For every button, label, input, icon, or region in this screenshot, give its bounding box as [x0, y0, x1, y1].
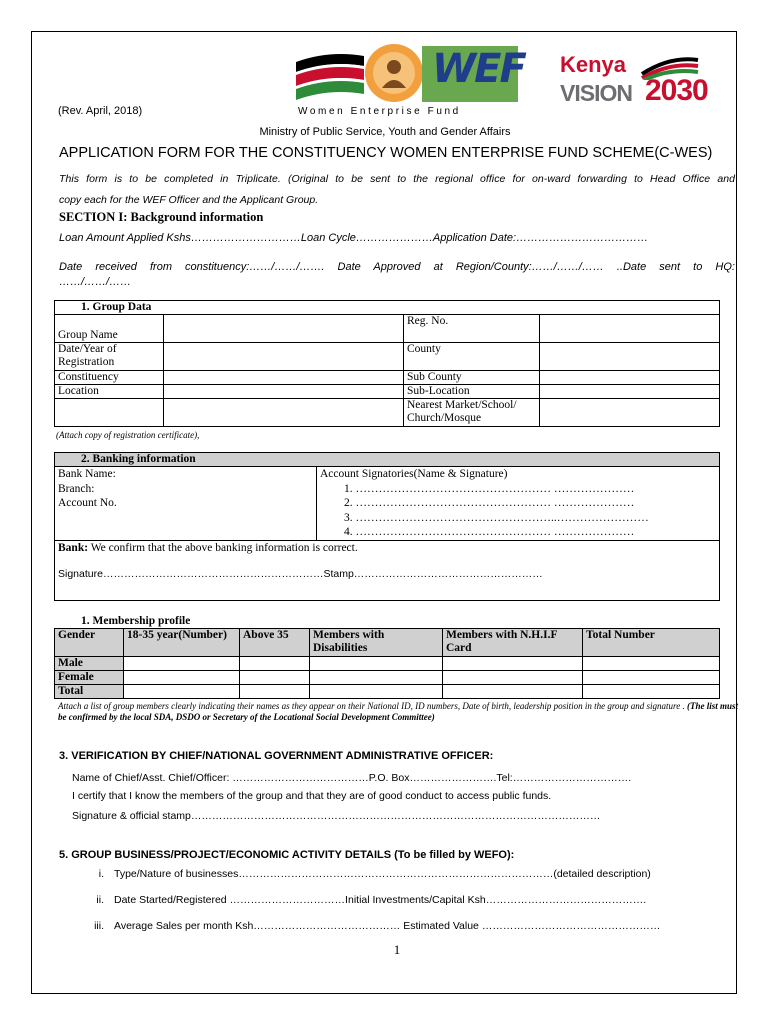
table-cell[interactable]: [240, 657, 310, 671]
col-above-35: Above 35: [240, 629, 310, 657]
col-nhif: Members with N.H.I.F Card: [443, 629, 583, 657]
reg-no-field[interactable]: [540, 315, 720, 343]
business-item[interactable]: [72, 894, 646, 906]
bank-name-label: Bank Name:: [58, 468, 116, 480]
revision-date: (Rev. April, 2018): [58, 105, 143, 117]
bank-details-cell: [55, 467, 317, 541]
col-total: Total Number: [583, 629, 720, 657]
section-1-heading: SECTION I: Background information: [59, 210, 264, 224]
business-item-num: ii.: [96, 894, 104, 906]
table-cell[interactable]: [124, 671, 240, 685]
registration-note: (Attach copy of registration certificate),: [56, 430, 200, 440]
location-extra-field-2[interactable]: [164, 399, 404, 427]
sub-location-field[interactable]: [540, 385, 720, 399]
business-item[interactable]: [72, 868, 651, 880]
signatory-row[interactable]: 3. ……………………………………………..……………………: [344, 511, 649, 524]
business-header: 5. GROUP BUSINESS/PROJECT/ECONOMIC ACTIVITY DETAILS (To be filled by WEFO):: [59, 849, 515, 861]
date-line-1: Date received from constituency:……/……/……. Date Approved at Region/County:……/……/…… ..Date sent to HQ:: [59, 261, 735, 273]
group-name-label: Group Name: [55, 315, 164, 343]
county-label: County: [404, 343, 540, 371]
table-cell[interactable]: [583, 657, 720, 671]
banking-header: 2. Banking information: [55, 453, 720, 467]
table-cell[interactable]: [310, 671, 443, 685]
county-field[interactable]: [540, 343, 720, 371]
membership-note-bold: (The list must be confirmed by the local SDA, DSDO or Secretary of the Locational Social Development Committee): [58, 701, 738, 722]
table-cell[interactable]: [583, 685, 720, 699]
row-total: Total: [55, 685, 124, 699]
table-cell[interactable]: [583, 671, 720, 685]
reg-no-label: Reg. No.: [404, 315, 540, 343]
business-item-text: Date Started/Registered ……………………………Initial Investments/Capital Ksh……………………………………….: [114, 894, 647, 906]
verification-header: 3. VERIFICATION BY CHIEF/NATIONAL GOVERNMENT ADMINISTRATIVE OFFICER:: [59, 750, 494, 762]
sub-county-label: Sub County: [404, 371, 540, 385]
banking-table: [54, 452, 720, 601]
vision-wordmark: VISION: [560, 80, 632, 106]
table-cell[interactable]: [240, 671, 310, 685]
business-item-num: iii.: [94, 920, 104, 932]
group-data-header: 1. Group Data: [55, 301, 720, 315]
col-disabilities: Members with Disabilities: [310, 629, 443, 657]
certify-line: I certify that I know the members of the group and that they are of good conduct to access public funds.: [72, 790, 552, 802]
signatory-row[interactable]: 4. …………………………………………… …………………: [344, 526, 635, 538]
intro-line-2: copy each for the WEF Officer and the Applicant Group.: [59, 194, 319, 206]
ministry-name: Ministry of Public Service, Youth and Gender Affairs: [259, 126, 511, 138]
intro-text: [59, 169, 735, 211]
nearest-label: Nearest Market/School/ Church/Mosque: [404, 399, 540, 427]
table-cell[interactable]: [443, 685, 583, 699]
row-male: Male: [55, 657, 124, 671]
wef-logo-text: Women Enterprise Fund: [298, 106, 461, 117]
table-cell[interactable]: [310, 685, 443, 699]
business-item-text: Type/Nature of businesses………………………………………………………………………………(detailed description): [114, 868, 651, 880]
membership-header: 1. Membership profile: [81, 615, 191, 627]
table-cell[interactable]: [240, 685, 310, 699]
vision-2030-logo: [560, 52, 720, 112]
wef-logo-mark: WEF: [432, 46, 525, 92]
form-page: [31, 31, 737, 994]
bank-confirm-label: Bank:: [58, 541, 89, 554]
signatories-cell: [317, 467, 720, 541]
table-cell[interactable]: [443, 657, 583, 671]
location-extra-field[interactable]: [55, 399, 164, 427]
constituency-field[interactable]: [164, 371, 404, 385]
bank-signature-line[interactable]: Signature………………………………………………………Stamp………………………………………………: [58, 567, 543, 580]
bank-confirmation-cell: [55, 540, 720, 600]
account-no-label: Account No.: [58, 497, 117, 509]
col-gender: Gender: [55, 629, 124, 657]
date-line-2: ……/……/……: [59, 276, 132, 288]
table-cell[interactable]: [124, 685, 240, 699]
location-field[interactable]: [164, 385, 404, 399]
kenya-wordmark: Kenya: [560, 52, 627, 77]
bank-confirm-text: We confirm that the above banking information is correct.: [90, 541, 358, 554]
constituency-label: Constituency: [55, 371, 164, 385]
business-item[interactable]: [72, 920, 660, 932]
intro-line-1: This form is to be completed in Triplicate. (Original to be sent to the regional office for on-ward forwarding to Head Office and: [59, 173, 735, 185]
date-year-field[interactable]: [164, 343, 404, 371]
signatories-label: Account Signatories(Name & Signature): [320, 468, 508, 480]
group-name-field[interactable]: [164, 315, 404, 343]
membership-note-text: Attach a list of group members clearly indicating their names as they appear on their National ID, ID numbers, Date of birth, leadership position in the group and signature .: [58, 701, 685, 711]
wef-logo: [294, 42, 525, 118]
date-year-label: Date/Year of Registration: [55, 343, 164, 371]
row-female: Female: [55, 671, 124, 685]
signatory-row[interactable]: 2. …………………………………………… …………………: [344, 497, 635, 509]
loan-line: Loan Amount Applied Kshs…………………………Loan Cycle…………………Application Date:………………………………: [59, 232, 649, 244]
sub-location-label: Sub-Location: [404, 385, 540, 399]
form-title: APPLICATION FORM FOR THE CONSTITUENCY WOMEN ENTERPRISE FUND SCHEME(C-WES): [59, 145, 713, 161]
nearest-field[interactable]: [540, 399, 720, 427]
branch-label: Branch:: [58, 482, 95, 495]
table-cell[interactable]: [124, 657, 240, 671]
sub-county-field[interactable]: [540, 371, 720, 385]
official-stamp-line[interactable]: Signature & official stamp………………………………………………………………………………………………………: [72, 810, 601, 822]
signatory-row[interactable]: 1. …………………………………………… …………………: [344, 482, 635, 495]
page-number: 1: [393, 942, 401, 957]
table-cell[interactable]: [443, 671, 583, 685]
membership-note: [58, 701, 738, 723]
location-label: Location: [55, 385, 164, 399]
col-18-35: 18-35 year(Number): [124, 629, 240, 657]
vision-year: 2030: [645, 74, 708, 107]
membership-table: [54, 628, 720, 699]
group-data-table: [54, 300, 720, 427]
date-line: [59, 260, 735, 290]
business-item-text: Average Sales per month Ksh…………………………………… Estimated Value ……………………………………………: [114, 920, 661, 932]
chief-name-line[interactable]: Name of Chief/Asst. Chief/Officer: …………………………………P.O. Box…………………….Tel:…………………………….: [72, 772, 632, 784]
table-cell[interactable]: [310, 657, 443, 671]
business-item-num: i.: [98, 868, 104, 880]
